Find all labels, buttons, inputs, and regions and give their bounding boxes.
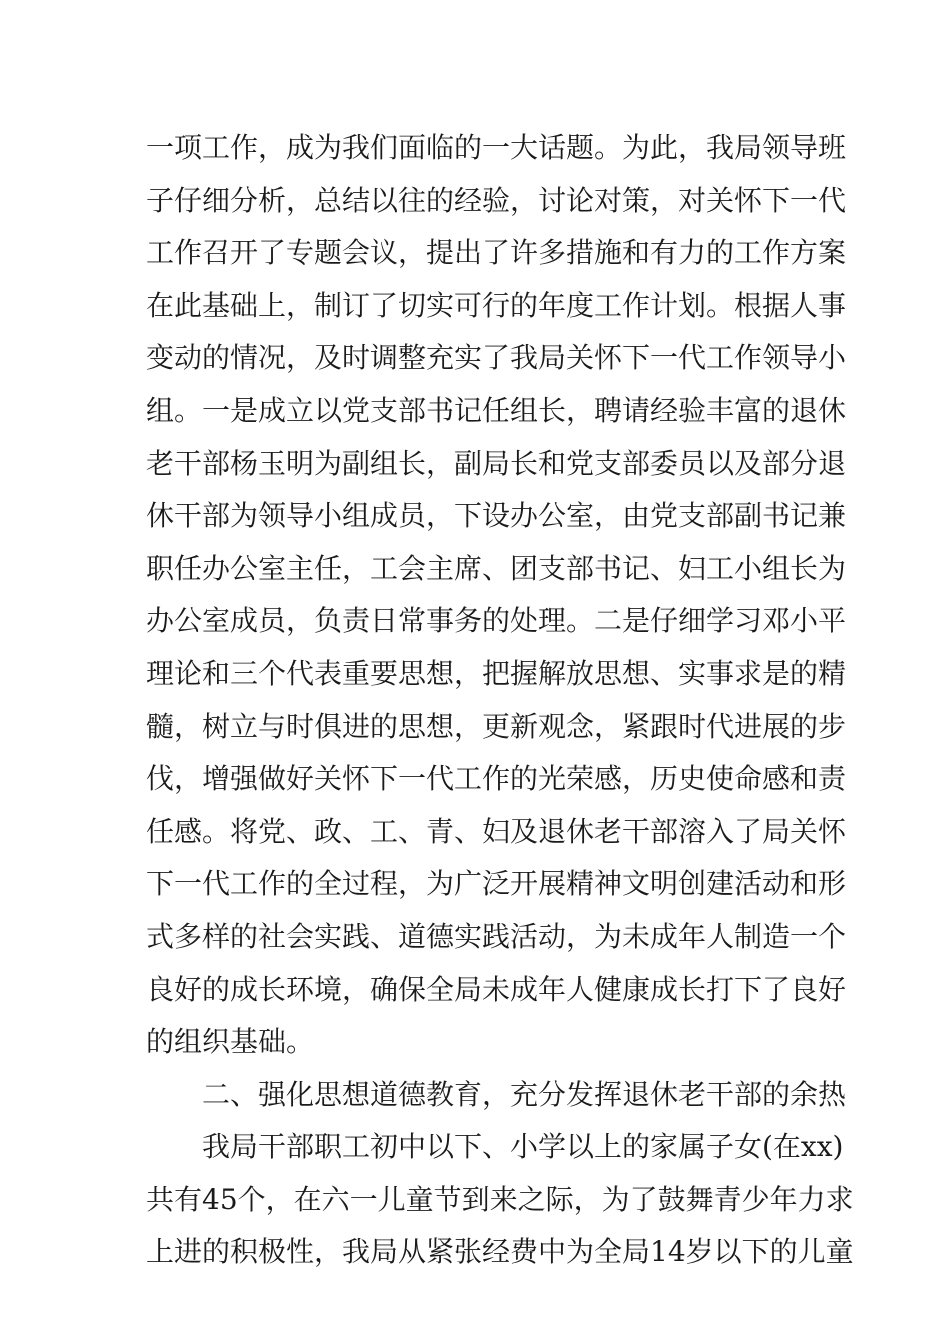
text-line: 下一代工作的全过程，为广泛开展精神文明创建活动和形 [146,867,847,901]
text-line: 共有45个，在六一儿童节到来之际，为了鼓舞青少年力求 [146,1182,854,1216]
text-line: 上进的积极性，我局从紧张经费中为全局14岁以下的儿童 [146,1235,854,1269]
text-line: 职任办公室主任，工会主席、团支部书记、妇工小组长为 [146,551,847,585]
text-line: 的组织基础。 [146,1025,315,1059]
text-line: 任感。将党、政、工、青、妇及退休老干部溶入了局关怀 [146,814,847,848]
document-body [146,122,854,1279]
text-line: 休干部为领导小组成员，下设办公室，由党支部副书记兼 [146,499,847,533]
text-line: 办公室成员，负责日常事务的处理。二是仔细学习邓小平 [146,604,847,638]
text-line: 良好的成长环境，确保全局未成年人健康成长打下了良好 [146,972,847,1006]
text-line: 老干部杨玉明为副组长，副局长和党支部委员以及部分退 [146,446,847,480]
text-line: 子仔细分析，总结以往的经验，讨论对策，对关怀下一代 [146,183,847,217]
text-line: 我局干部职工初中以下、小学以上的家属子女(在xx) [202,1130,844,1164]
text-line: 在此基础上，制订了切实可行的年度工作计划。根据人事 [146,288,847,322]
text-line: 组。一是成立以党支部书记任组长，聘请经验丰富的退休 [146,393,847,427]
section-heading: 二、强化思想道德教育，充分发挥退休老干部的余热 [202,1077,847,1111]
text-line: 工作召开了专题会议，提出了许多措施和有力的工作方案 [146,236,847,270]
text-line: 式多样的社会实践、道德实践活动，为未成年人制造一个 [146,919,847,953]
text-line: 伐，增强做好关怀下一代工作的光荣感，历史使命感和责 [146,762,847,796]
text-line: 一项工作，成为我们面临的一大话题。为此，我局领导班 [146,131,847,164]
text-line: 理论和三个代表重要思想，把握解放思想、实事求是的精 [146,656,847,690]
text-line: 髓，树立与时俱进的思想，更新观念，紧跟时代进展的步 [146,709,847,743]
text-line: 变动的情况，及时调整充实了我局关怀下一代工作领导小 [146,341,847,375]
